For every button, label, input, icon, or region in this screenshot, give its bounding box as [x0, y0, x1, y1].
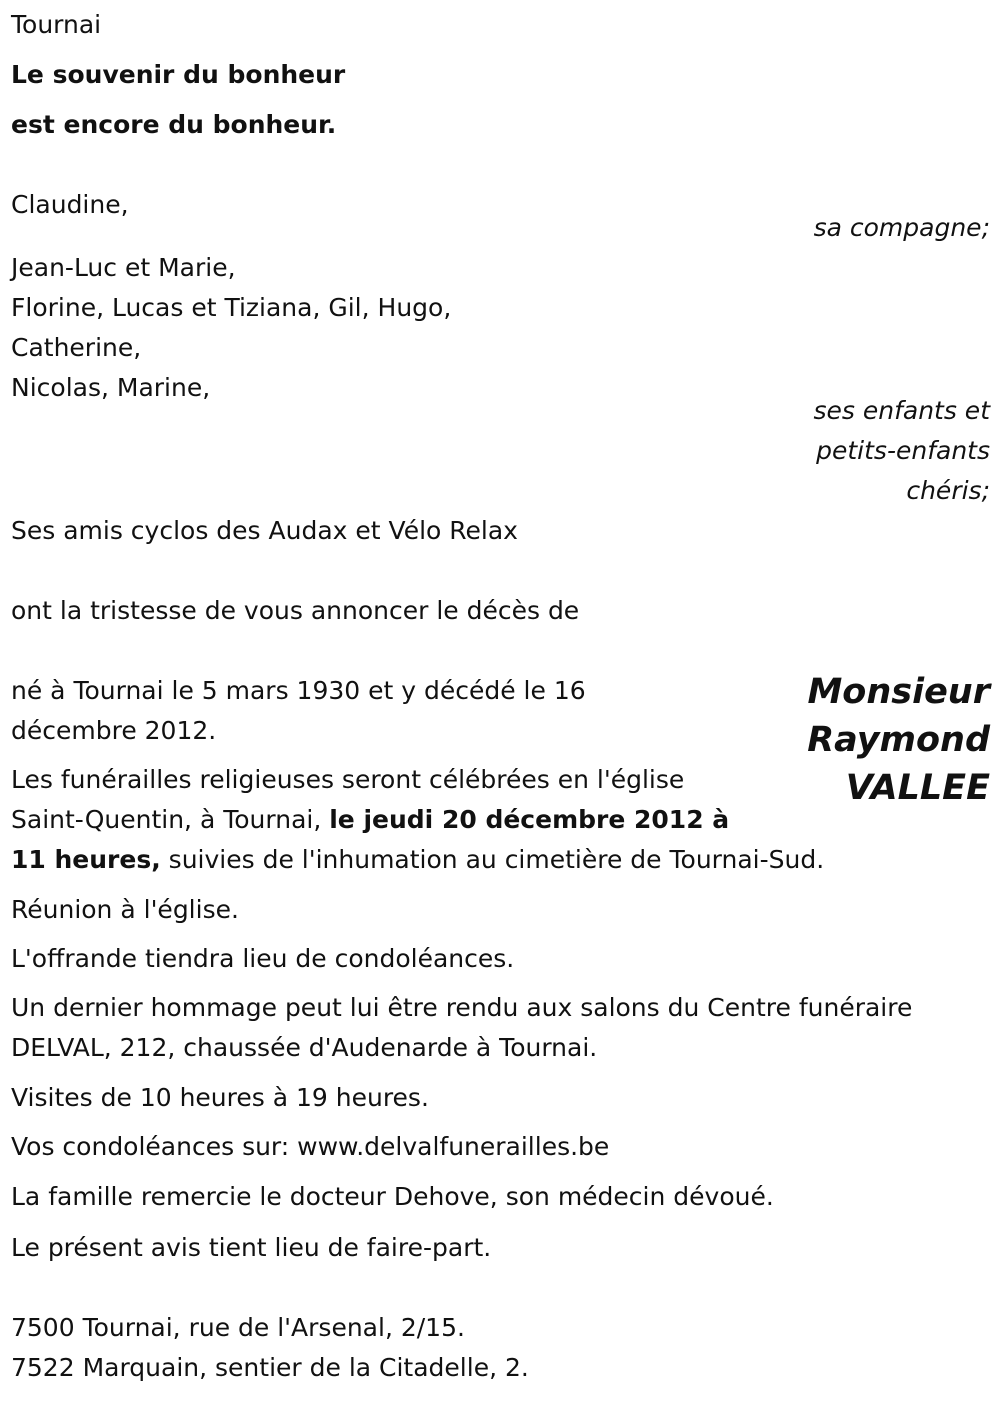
birth-line-1: né à Tournai le 5 mars 1930 et y décédé le 16: [11, 676, 586, 705]
deceased-first-name: Raymond: [807, 720, 990, 760]
birth-line-2: décembre 2012.: [11, 716, 217, 745]
motto-line-2: est encore du bonheur.: [11, 110, 337, 139]
deceased-title: Monsieur: [807, 672, 990, 712]
visits-note: Visites de 10 heures à 19 heures.: [11, 1083, 429, 1112]
funeral-time: 11 heures,: [11, 845, 161, 874]
children-role-line: petits-enfants: [816, 436, 990, 465]
meeting-note: Réunion à l'église.: [11, 895, 239, 924]
tribute-line-2: DELVAL, 212, chaussée d'Audenarde à Tournai.: [11, 1033, 598, 1062]
address-line: 7522 Marquain, sentier de la Citadelle, 2.: [11, 1353, 529, 1382]
funeral-line-2: [11, 800, 824, 840]
thanks-note: La famille remercie le docteur Dehove, son médecin dévoué.: [11, 1182, 774, 1211]
addresses: [11, 1308, 529, 1388]
funeral-burial: suivies de l'inhumation au cimetière de Tournai-Sud.: [160, 845, 825, 874]
funeral-church: Saint-Quentin, à Tournai,: [11, 805, 330, 834]
motto-line-1: Le souvenir du bonheur: [11, 60, 346, 89]
tribute-line-1: Un dernier hommage peut lui être rendu aux salons du Centre funéraire: [11, 993, 913, 1022]
condolences-note: Vos condoléances sur: www.delvalfunerailles.be: [11, 1132, 610, 1161]
partner-role: sa compagne;: [813, 213, 990, 242]
address-line: 7500 Tournai, rue de l'Arsenal, 2/15.: [11, 1313, 465, 1342]
funeral-line-3: [11, 840, 824, 880]
funeral-date: le jeudi 20 décembre 2012 à: [329, 805, 730, 834]
funeral-info: [11, 760, 824, 880]
children-role-line: ses enfants et: [813, 396, 990, 425]
deceased-last-name: VALLEE: [845, 768, 990, 808]
partner-name: Claudine,: [11, 190, 129, 219]
tribute-note: [11, 988, 912, 1068]
children-line: Catherine,: [11, 333, 142, 362]
children-line: Jean-Luc et Marie,: [11, 253, 236, 282]
children-list: [11, 248, 451, 408]
children-line: Nicolas, Marine,: [11, 373, 211, 402]
deceased-name: [807, 668, 990, 812]
children-role: [813, 391, 990, 511]
children-line: Florine, Lucas et Tiziana, Gil, Hugo,: [11, 293, 452, 322]
notice-note: Le présent avis tient lieu de faire-part.: [11, 1233, 492, 1262]
announcement: ont la tristesse de vous annoncer le décès de: [11, 596, 580, 625]
offering-note: L'offrande tiendra lieu de condoléances.: [11, 944, 515, 973]
birth-info: [11, 671, 586, 751]
children-role-line: chéris;: [906, 476, 990, 505]
funeral-line-1: Les funérailles religieuses seront célébrées en l'église: [11, 765, 685, 794]
location: Tournai: [11, 10, 102, 39]
friends: Ses amis cyclos des Audax et Vélo Relax: [11, 516, 518, 545]
